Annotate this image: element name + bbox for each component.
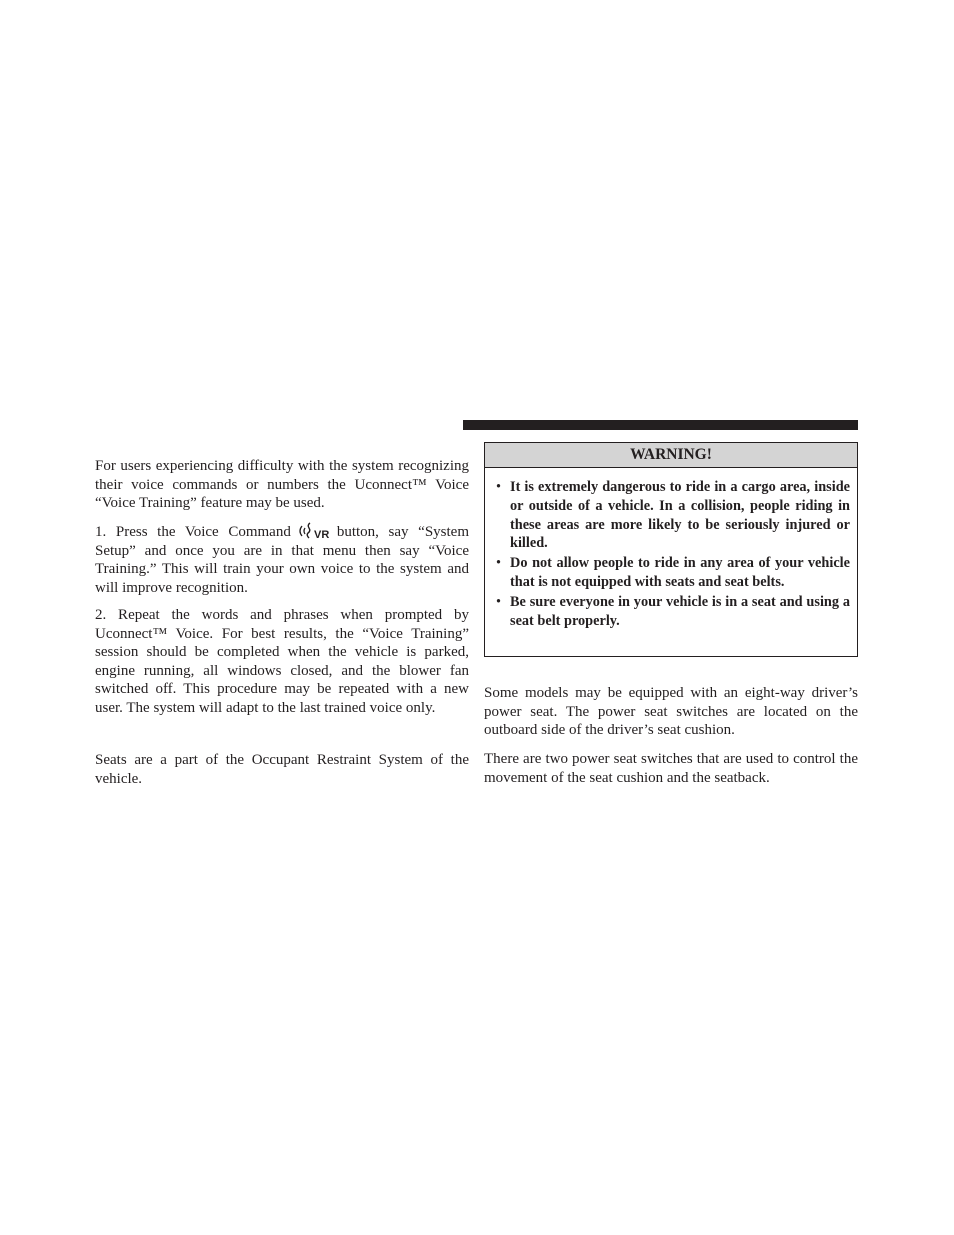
- warning-item: • It is extremely dangerous to ride in a cargo area, inside or outside of a vehicle. In a collision, people riding in these areas are more likely to be seriously injured or killed.: [496, 479, 850, 552]
- warning-title: WARNING!: [485, 443, 857, 468]
- voice-command-vr-icon: [297, 522, 333, 540]
- bullet-icon: •: [496, 479, 502, 495]
- step-1-text-before: 1. Press the Voice Command: [95, 524, 291, 540]
- warning-item: • Do not allow people to ride in any area of your vehicle that is not equipped with seats and seat belts.: [496, 555, 850, 590]
- bullet-icon: •: [496, 555, 502, 572]
- warning-list: [485, 468, 857, 630]
- voice-training-step-1: [95, 522, 469, 597]
- step-1-text-after: button, say “System Setup” and once you are in that menu then say “Voice Training.” This will train your own voice to the system and will improve recognition.: [95, 524, 469, 596]
- power-seat-switches-paragraph: There are two power seat switches that are used to control the movement of the seat cushion and the seatback.: [484, 751, 858, 786]
- voice-training-step-2: 2. Repeat the words and phrases when prompted by Uconnect™ Voice. For best results, the “Voice Training” session should be completed when the vehicle is parked, engine running, all windows closed, and the blower fan switched off. This procedure may be repeated with a new user. The system will adapt to the last trained voice only.: [95, 607, 469, 716]
- power-seat-paragraph: Some models may be equipped with an eight-way driver’s power seat. The power seat switches are located on the outboard side of the driver’s seat cushion.: [484, 685, 858, 739]
- voice-training-intro-paragraph: For users experiencing difficulty with the system recognizing their voice commands or numbers the Uconnect™ Voice “Voice Training” feature may be used.: [95, 458, 469, 512]
- seats-intro-paragraph: Seats are a part of the Occupant Restraint System of the vehicle.: [95, 752, 469, 787]
- svg-text:VR: VR: [313, 529, 330, 540]
- bullet-icon: •: [496, 593, 502, 610]
- warning-item: • Be sure everyone in your vehicle is in a seat and using a seat belt properly.: [496, 593, 850, 629]
- section-header-rule: [463, 420, 858, 430]
- warning-box: [484, 442, 858, 657]
